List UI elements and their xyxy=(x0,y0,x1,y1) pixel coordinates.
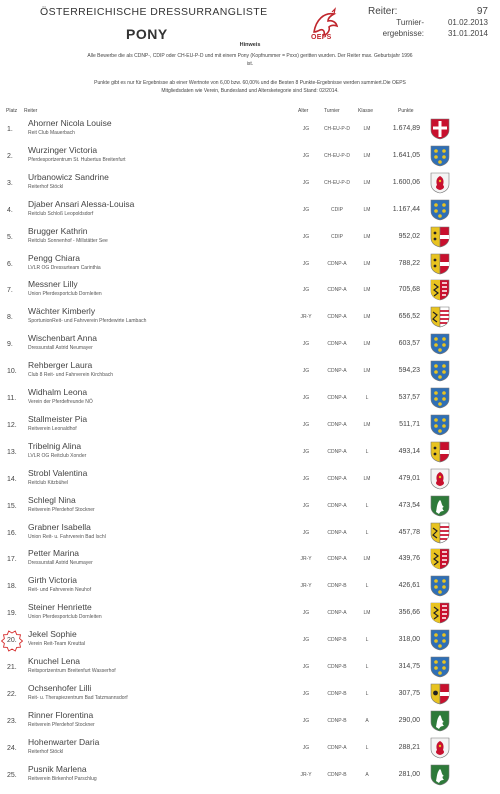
class-cell: L xyxy=(365,395,369,401)
turnier-label: Turnier- xyxy=(396,18,424,27)
rank-cell: 25. xyxy=(7,771,17,779)
age-category: JG xyxy=(302,287,310,294)
column-header-turnier: Turnier xyxy=(324,108,340,114)
points-cell: 479,01 xyxy=(398,474,420,482)
age-category: JG xyxy=(302,664,310,670)
club-name: Reit Club Mauerbach xyxy=(28,130,75,136)
club-name: LVLR OG Dressurteam Carinthia xyxy=(28,264,101,271)
club-name: Dressurstall Astrid Neumayer xyxy=(28,560,93,567)
rider-name: Hohenwarter Daria xyxy=(28,736,100,747)
rider-name: Girth Victoria xyxy=(28,575,77,586)
points-cell: 457,78 xyxy=(398,528,420,536)
class-cell: LM xyxy=(363,556,371,563)
table-row xyxy=(0,656,500,680)
class-cell: LM xyxy=(363,126,371,132)
tournament-type: CDNP-A xyxy=(327,610,347,617)
age-category: JG xyxy=(302,179,310,186)
points-cell: 603,57 xyxy=(398,340,420,348)
class-cell: LM xyxy=(363,260,371,267)
table-row xyxy=(0,414,500,438)
rider-name: Pengg Chiara xyxy=(28,252,80,263)
reiter-count: 97 xyxy=(476,6,488,17)
club-name: Dressurstall Astrid Neumayer xyxy=(28,345,93,352)
age-category: JG xyxy=(302,395,310,401)
rank-cell: 16. xyxy=(7,529,17,537)
class-cell: LM xyxy=(363,206,371,213)
tournament-type: CDIP xyxy=(331,233,343,240)
club-name: Union Pferdesportclub Dornleiten xyxy=(28,291,102,298)
class-cell: L xyxy=(365,529,369,536)
table-row xyxy=(0,575,500,599)
rider-name: Wächter Kimberly xyxy=(28,306,96,317)
points-cell: 705,68 xyxy=(398,286,420,294)
document-subtitle: PONY xyxy=(126,26,168,42)
tournament-type: CDNP-A xyxy=(327,395,347,401)
niederoesterreich-icon xyxy=(430,629,450,651)
rider-name: Strobl Valentina xyxy=(28,467,88,478)
club-name: LVLR OG Reitclub Xonder xyxy=(28,452,87,459)
rank-cell: 15. xyxy=(7,502,17,510)
club-name: Reitverein Pferdehof Stockner xyxy=(28,721,95,728)
column-header-reiter: Reiter xyxy=(24,108,38,114)
club-name: Reiterhof Stöckl xyxy=(28,748,64,755)
tournament-type: CDNP-A xyxy=(327,314,347,321)
meta-block xyxy=(368,6,488,39)
rank-cell: 19. xyxy=(7,610,17,618)
tournament-type: CDNP-B xyxy=(327,690,347,697)
age-category: JG xyxy=(302,502,310,509)
table-row xyxy=(0,360,500,384)
club-name: Reitverein Birkenhof Parschlug xyxy=(28,775,97,782)
rank-cell: 23. xyxy=(7,717,17,725)
tournament-type: CDNP-B xyxy=(327,637,347,644)
rider-name: Stallmeister Pia xyxy=(28,413,88,424)
age-category: JG xyxy=(302,529,310,536)
age-category: JR-Y xyxy=(300,583,312,590)
class-cell: L xyxy=(365,583,369,590)
club-name: Reitclub Schloß Leopoldsdorf xyxy=(28,210,94,217)
note-scoring-line: Mitgliedsdaten wie Verein, Bundesland und Altersketegorie sind Stand: 02/2014. xyxy=(161,88,339,94)
table-row xyxy=(0,522,500,546)
age-category: JG xyxy=(302,421,310,428)
class-cell: LM xyxy=(363,368,371,375)
points-cell: 290,00 xyxy=(398,716,420,724)
points-cell: 281,00 xyxy=(398,770,420,778)
rank-cell: 17. xyxy=(7,556,17,564)
club-name: Reitclub Kitzbühel xyxy=(28,479,69,486)
note-eligibility xyxy=(10,52,490,68)
table-row xyxy=(0,683,500,707)
table-row xyxy=(0,199,500,223)
class-cell: LM xyxy=(363,341,371,348)
age-category: JG xyxy=(302,448,310,455)
tournament-type: CDNP-B xyxy=(327,583,347,590)
club-name: Reit- u. Therapiezentrum Bad Tatzmannsdorf xyxy=(28,694,128,701)
oberoesterreich-icon xyxy=(430,306,450,328)
hinweis-heading: Hinweis xyxy=(239,42,261,48)
club-name: Reitsportzentrum Breitenfurt Wasserhof xyxy=(28,668,116,674)
steiermark-icon xyxy=(430,764,450,786)
rank-cell: 2. xyxy=(7,152,13,160)
class-cell: LM xyxy=(363,179,371,186)
class-cell: LM xyxy=(363,610,371,617)
rank-cell: 10. xyxy=(7,368,17,376)
rank-cell: 3. xyxy=(7,179,13,187)
points-cell: 307,75 xyxy=(398,689,420,697)
tournament-type: CDNP-A xyxy=(327,529,347,536)
tirol-icon xyxy=(430,172,450,194)
rank-cell: 20. xyxy=(7,637,17,645)
points-cell: 952,02 xyxy=(398,232,420,240)
burgenland-icon xyxy=(430,279,450,301)
rider-name: Rinner Florentina xyxy=(28,709,94,720)
rider-name: Wischenbart Anna xyxy=(28,333,97,344)
tournament-type: CDNP-A xyxy=(327,744,347,751)
table-row xyxy=(0,602,500,626)
rank-cell: 11. xyxy=(7,395,17,402)
club-name: Reit- und Fahrverein Neuhof xyxy=(28,587,92,594)
reiter-label: Reiter: xyxy=(368,6,398,17)
club-name: Verein Reit-Team Kreuttal xyxy=(28,641,85,648)
tirol-icon xyxy=(430,737,450,759)
class-cell: L xyxy=(365,664,369,670)
club-name: Club 8 Reit- und Fahrverein Kirchbach xyxy=(28,372,114,379)
age-category: JR-Y xyxy=(300,314,312,321)
tournament-type: CDNP-A xyxy=(327,556,347,563)
column-header-platz: Platz xyxy=(6,108,18,114)
rank-cell: 1. xyxy=(7,126,13,133)
rank-cell: 14. xyxy=(7,475,17,483)
tournament-type: CDNP-B xyxy=(327,717,347,724)
rank-cell: 6. xyxy=(7,260,13,268)
club-name: Verein der Pferdefreunde NÖ xyxy=(28,399,93,405)
age-category: JG xyxy=(302,206,310,213)
club-name: Pferdesportzentrum St. Hubertus Breitenfurt xyxy=(28,156,126,163)
age-category: JG xyxy=(302,690,310,697)
niederoesterreich-icon xyxy=(430,360,450,382)
tournament-type: CDNP-A xyxy=(327,287,347,294)
rider-name: Knuchel Lena xyxy=(28,656,80,666)
tournament-type: CH-EU-P-D xyxy=(323,152,351,159)
table-row xyxy=(0,468,500,492)
age-category: JG xyxy=(302,233,310,240)
age-category: JG xyxy=(302,341,310,348)
rider-name: Brugger Kathrin xyxy=(28,225,88,236)
steiermark-icon xyxy=(430,710,450,732)
age-category: JG xyxy=(302,152,310,159)
rider-name: Wurzinger Victoria xyxy=(28,144,98,155)
kaernten-icon xyxy=(430,226,450,248)
rank-cell: 9. xyxy=(7,341,13,349)
points-cell: 426,61 xyxy=(398,582,420,590)
age-category: JR-Y xyxy=(300,771,312,778)
note-scoring-line: Punkte gibt es nur für Ergebnisse ab einer Wertnote von 6,00 bzw. 60,00% und die Besten 8 Punkte-Ergebnisse werden summiert.Die OEPS xyxy=(94,80,406,86)
table-row xyxy=(0,441,500,465)
points-cell: 288,21 xyxy=(398,743,420,751)
burgenland-icon xyxy=(430,602,450,624)
rider-name: Urbanowicz Sandrine xyxy=(28,171,109,182)
club-name: Reitverein Leonaldhof xyxy=(28,425,77,432)
document-title: ÖSTERREICHISCHE DRESSURRANGLISTE xyxy=(40,6,268,18)
table-row xyxy=(0,764,500,788)
tournament-type: CH-EU-P-D xyxy=(323,179,351,186)
tournament-type: CDNP-A xyxy=(327,448,347,455)
oberoesterreich-icon xyxy=(430,522,450,544)
niederoesterreich-icon xyxy=(430,387,450,409)
table-row xyxy=(0,226,500,250)
tournament-type: CH-EU-P-D xyxy=(323,126,351,132)
note-scoring xyxy=(10,79,490,95)
rank-cell: 5. xyxy=(7,233,13,241)
wien-icon xyxy=(430,118,450,140)
age-category: JG xyxy=(302,717,310,724)
class-cell: LM xyxy=(363,287,371,294)
table-row xyxy=(0,306,500,330)
tirol-icon xyxy=(430,468,450,490)
points-cell: 511,71 xyxy=(399,420,420,428)
rider-name: Pusnik Marlena xyxy=(28,763,87,774)
class-cell: LM xyxy=(363,152,371,159)
kaernten-icon xyxy=(430,441,450,463)
points-cell: 473,54 xyxy=(398,501,420,509)
tournament-type: CDNP-B xyxy=(327,664,347,670)
rank-cell: 18. xyxy=(7,583,17,591)
niederoesterreich-icon xyxy=(430,414,450,436)
table-row xyxy=(0,737,500,761)
table-row xyxy=(0,710,500,734)
rider-name: Ahorner Nicola Louise xyxy=(28,118,112,128)
class-cell: LM xyxy=(363,421,371,428)
tournament-type: CDNP-A xyxy=(327,421,347,428)
column-header-punkte: Punkte xyxy=(398,108,414,114)
rider-name: Petter Marina xyxy=(28,548,80,559)
rank-cell: 13. xyxy=(7,448,17,456)
tournament-type: CDNP-A xyxy=(327,260,347,267)
age-category: JG xyxy=(302,610,310,617)
points-cell: 1.674,89 xyxy=(392,125,420,132)
class-cell: L xyxy=(365,448,369,455)
note-eligibility-line: Alle Bewerbe die als CDNP-, CDIP oder CH-EU-P-D und mit einem Pony (Kopfnummer = Pxxx) geritten wurden. Der Reiter max. Geburtsjahr 1996 xyxy=(87,53,413,59)
table-row xyxy=(0,145,500,169)
rider-name: Tribelnig Alina xyxy=(28,440,82,451)
points-cell: 314,75 xyxy=(398,663,420,670)
points-cell: 1.600,06 xyxy=(392,178,420,186)
points-cell: 356,66 xyxy=(398,609,420,617)
class-cell: L xyxy=(365,690,369,697)
niederoesterreich-icon xyxy=(430,333,450,355)
age-category: JG xyxy=(302,637,310,644)
oeps-logo-text: OEPS xyxy=(311,34,332,41)
rider-name: Messner Lilly xyxy=(28,279,78,290)
age-category: JG xyxy=(302,126,310,132)
ergebnisse-label: ergebnisse: xyxy=(382,29,424,38)
table-row xyxy=(0,387,500,411)
club-name: Reitclub Sonnenhof - Millstätter See xyxy=(28,237,108,244)
table-row xyxy=(0,495,500,519)
niederoesterreich-icon xyxy=(430,199,450,221)
class-cell: LM xyxy=(363,233,371,240)
rider-name: Ochsenhofer Lilli xyxy=(28,682,92,693)
rider-name: Jekel Sophie xyxy=(28,629,77,640)
age-category: JG xyxy=(302,260,310,267)
niederoesterreich-icon xyxy=(430,145,450,167)
points-cell: 656,52 xyxy=(398,313,420,321)
age-category: JR-Y xyxy=(300,556,312,563)
column-header-alter: Alter xyxy=(298,108,309,114)
table-row xyxy=(0,253,500,277)
points-cell: 1.641,05 xyxy=(392,151,420,159)
steiermark-icon xyxy=(430,495,450,517)
table-row xyxy=(0,279,500,303)
tournament-type: CDNP-A xyxy=(327,502,347,509)
class-cell: A xyxy=(365,771,369,778)
age-category: JG xyxy=(302,368,310,375)
tournament-type: CDNP-A xyxy=(327,368,347,375)
points-cell: 493,14 xyxy=(398,447,420,455)
turnier-date: 01.02.2013 xyxy=(447,18,488,27)
rider-name: Steiner Henriette xyxy=(28,602,92,613)
points-cell: 537,57 xyxy=(398,394,420,401)
rank-cell: 24. xyxy=(7,744,17,752)
class-cell: L xyxy=(365,502,369,509)
club-name: SportunionReit- und Fahrverein Pferdewirte Lambach xyxy=(28,318,147,325)
age-category: JG xyxy=(302,475,310,482)
rank-cell: 8. xyxy=(7,314,13,322)
salzburg-icon xyxy=(430,683,450,705)
rank-cell: 22. xyxy=(7,690,17,698)
rank-cell: 7. xyxy=(7,287,13,295)
club-name: Union Pferdesportclub Dornleiten xyxy=(28,614,102,621)
club-name: Reiterhof Stöckl xyxy=(28,183,64,190)
club-name: Union Reit- u. Fahrverein Bad Ischl xyxy=(28,533,106,540)
rider-name: Widhalm Leona xyxy=(28,387,88,397)
kaernten-icon xyxy=(430,253,450,275)
class-cell: A xyxy=(365,717,369,724)
class-cell: LM xyxy=(363,314,371,321)
tournament-type: CDNP-A xyxy=(327,341,347,348)
class-cell: L xyxy=(365,637,369,644)
table-row xyxy=(0,172,500,196)
burgenland-icon xyxy=(430,548,450,570)
age-category: JG xyxy=(302,744,310,751)
ergebnisse-date: 31.01.2014 xyxy=(447,29,488,38)
points-cell: 439,76 xyxy=(398,555,420,563)
rank-cell: 12. xyxy=(7,421,17,429)
rider-name: Djaber Ansari Alessa-Louisa xyxy=(28,198,135,209)
class-cell: L xyxy=(365,744,369,751)
niederoesterreich-icon xyxy=(430,575,450,597)
class-cell: LM xyxy=(363,475,371,482)
table-row xyxy=(0,333,500,357)
points-cell: 1.167,44 xyxy=(392,205,420,213)
tournament-type: CDIP xyxy=(331,206,343,213)
tournament-type: CDNP-A xyxy=(327,475,347,482)
points-cell: 788,22 xyxy=(398,259,420,267)
niederoesterreich-icon xyxy=(430,656,450,678)
rider-name: Schlegl Nina xyxy=(28,494,76,505)
table-row xyxy=(0,548,500,572)
points-cell: 318,00 xyxy=(398,636,420,644)
rider-name: Grabner Isabella xyxy=(28,521,91,532)
rider-name: Rehberger Laura xyxy=(28,360,93,371)
table-row xyxy=(0,629,500,653)
rank-cell: 21. xyxy=(7,664,17,671)
points-cell: 594,23 xyxy=(398,367,420,375)
note-eligibility-line: ist. xyxy=(246,61,254,67)
rank-cell: 4. xyxy=(7,206,13,214)
tournament-type: CDNP-B xyxy=(327,771,347,778)
column-header-klasse: Klasse xyxy=(358,108,374,114)
table-row xyxy=(0,118,500,142)
club-name: Reitverein Pferdehof Stockner xyxy=(28,506,95,513)
